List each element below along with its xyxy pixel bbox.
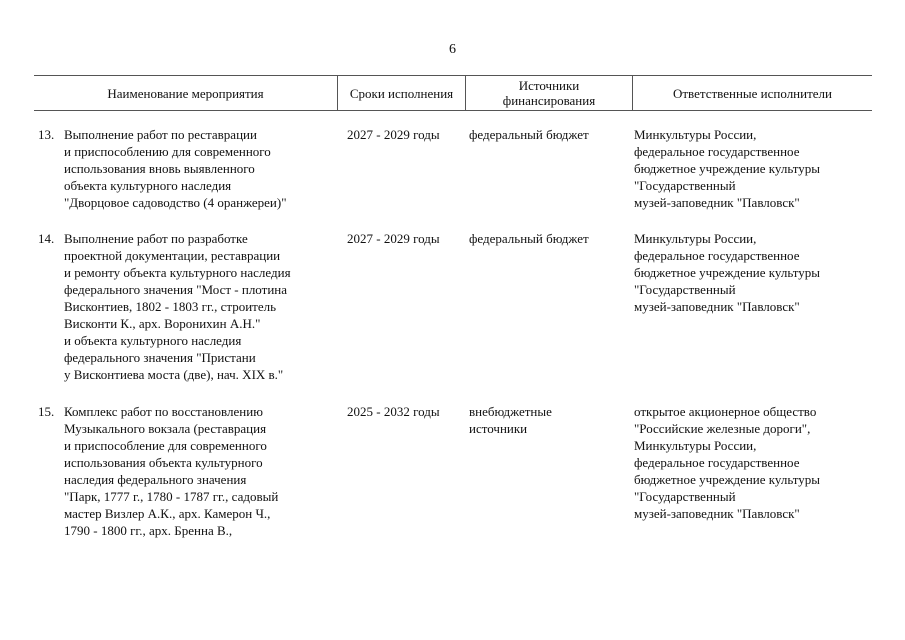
row-dates: 2027 - 2029 годы: [347, 127, 440, 142]
row-name: Выполнение работ по реставрации и приспособлению для современного использования вновь выявленного объекта культурного наследия "Дворцовое садоводство (4 оранжереи)": [64, 127, 287, 210]
row-dates: 2025 - 2032 годы: [347, 404, 440, 419]
header-name: Наименование мероприятия: [107, 85, 264, 101]
row-number: 13.: [38, 127, 55, 142]
table-header-bottom-rule: [34, 110, 872, 111]
row-funding: внебюджетные источники: [469, 404, 552, 436]
header-funding: Источники финансирования: [502, 78, 596, 108]
header-dates: Сроки исполнения: [349, 85, 454, 101]
row-funding: федеральный бюджет: [469, 127, 589, 142]
page-number: 6: [449, 42, 456, 57]
row-dates: 2027 - 2029 годы: [347, 231, 440, 246]
row-funding: федеральный бюджет: [469, 231, 589, 246]
row-name: Комплекс работ по восстановлению Музыкального вокзала (реставрация и приспособление для современного использования объекта культурного наследия федерального значения "Парк, 1777 г., 1780 - 1787 гг., садовый мастер Визлер А.К., арх. Камерон Ч., 1790 - 1800 гг., арх. Бренна В.,: [64, 404, 279, 538]
row-responsible: открытое акционерное общество "Российские железные дороги", Минкультуры России, федеральное государственное бюджетное учреждение культуры "Государственный музей-заповедник "Павловск": [634, 404, 821, 521]
header-responsible: Ответственные исполнители: [672, 85, 832, 101]
row-responsible: Минкультуры России, федеральное государственное бюджетное учреждение культуры "Государственный музей-заповедник "Павловск": [634, 231, 821, 314]
row-responsible: Минкультуры России, федеральное государственное бюджетное учреждение культуры "Государственный музей-заповедник "Павловск": [634, 127, 821, 210]
row-name: Выполнение работ по разработке проектной документации, реставрации и ремонту объекта культурного наследия федерального значения "Мост - плотина Висконтиев, 1802 - 1803 гг., строитель Висконти К., арх. Воронихин А.Н." и объекта культурного наследия федерального значения "Пристани у Висконтиева моста (две), нач. XIX в.": [64, 231, 291, 382]
row-number: 15.: [38, 404, 55, 419]
row-number: 14.: [38, 231, 55, 246]
